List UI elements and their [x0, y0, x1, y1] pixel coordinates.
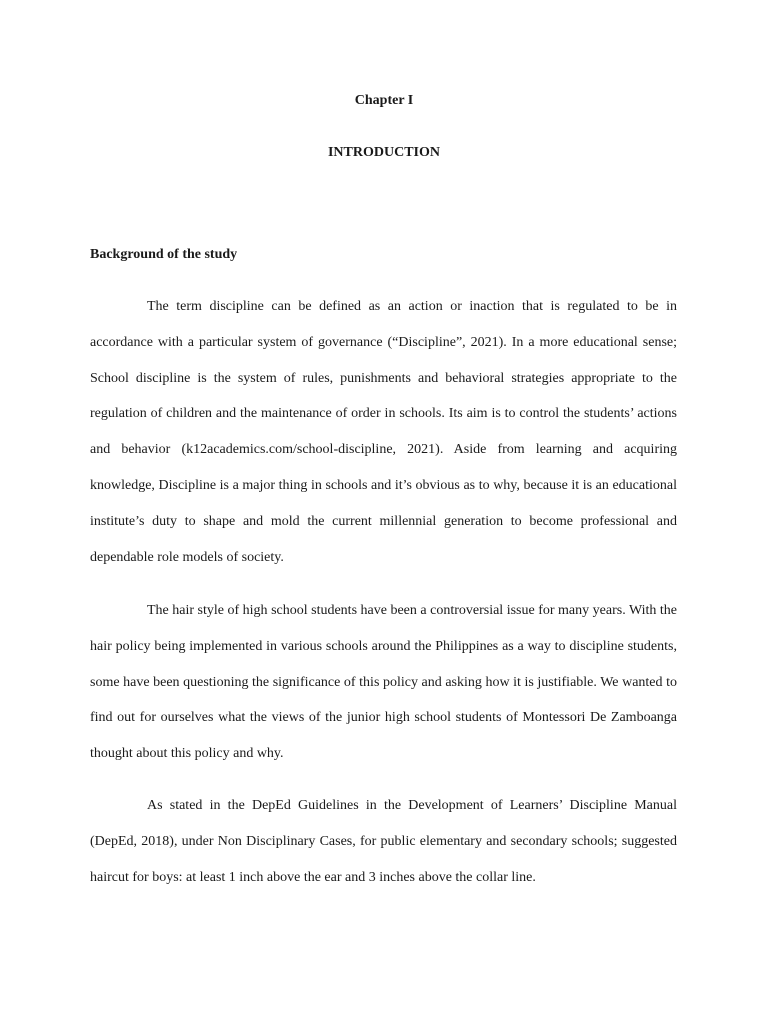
chapter-title: INTRODUCTION: [327, 145, 440, 160]
paragraph-deped-guidelines: As stated in the DepEd Guidelines in the Development of Learners’ Discipline Manual (DepEd, 2018), under Non Disciplinary Cases, for public elementary and secondary schools; suggested haircut for boys: at least 1 inch above the ear and 3 inches above the collar line.: [90, 798, 677, 885]
paragraph-discipline-definition: The term discipline can be defined as an action or inaction that is regulated to be in accordance with a particular system of governance (“Discipline”, 2021). In a more educational sense; School discipline is the system of rules, punishments and behavioral strategies appropriate to the regulation of children and the maintenance of order in schools. Its aim is to control the students’ actions and behavior (k12academics.com/school-discipline, 2021). Aside from learning and acquiring knowledge, Discipline is a major thing in schools and it’s obvious as to why, because it is an educational institute’s duty to shape and mold the current millennial generation to become professional and dependable role models of society.: [90, 299, 677, 565]
chapter-label: Chapter I: [354, 93, 414, 108]
paragraph-hair-policy: The hair style of high school students have been a controversial issue for many years. With the hair policy being implemented in various schools around the Philippines as a way to discipline students, some have been questioning the significance of this policy and asking how it is justifiable. We wanted to find out for ourselves what the views of the junior high school students of Montessori De Zamboanga thought about this policy and why.: [90, 603, 677, 762]
section-heading: Background of the study: [90, 247, 238, 262]
